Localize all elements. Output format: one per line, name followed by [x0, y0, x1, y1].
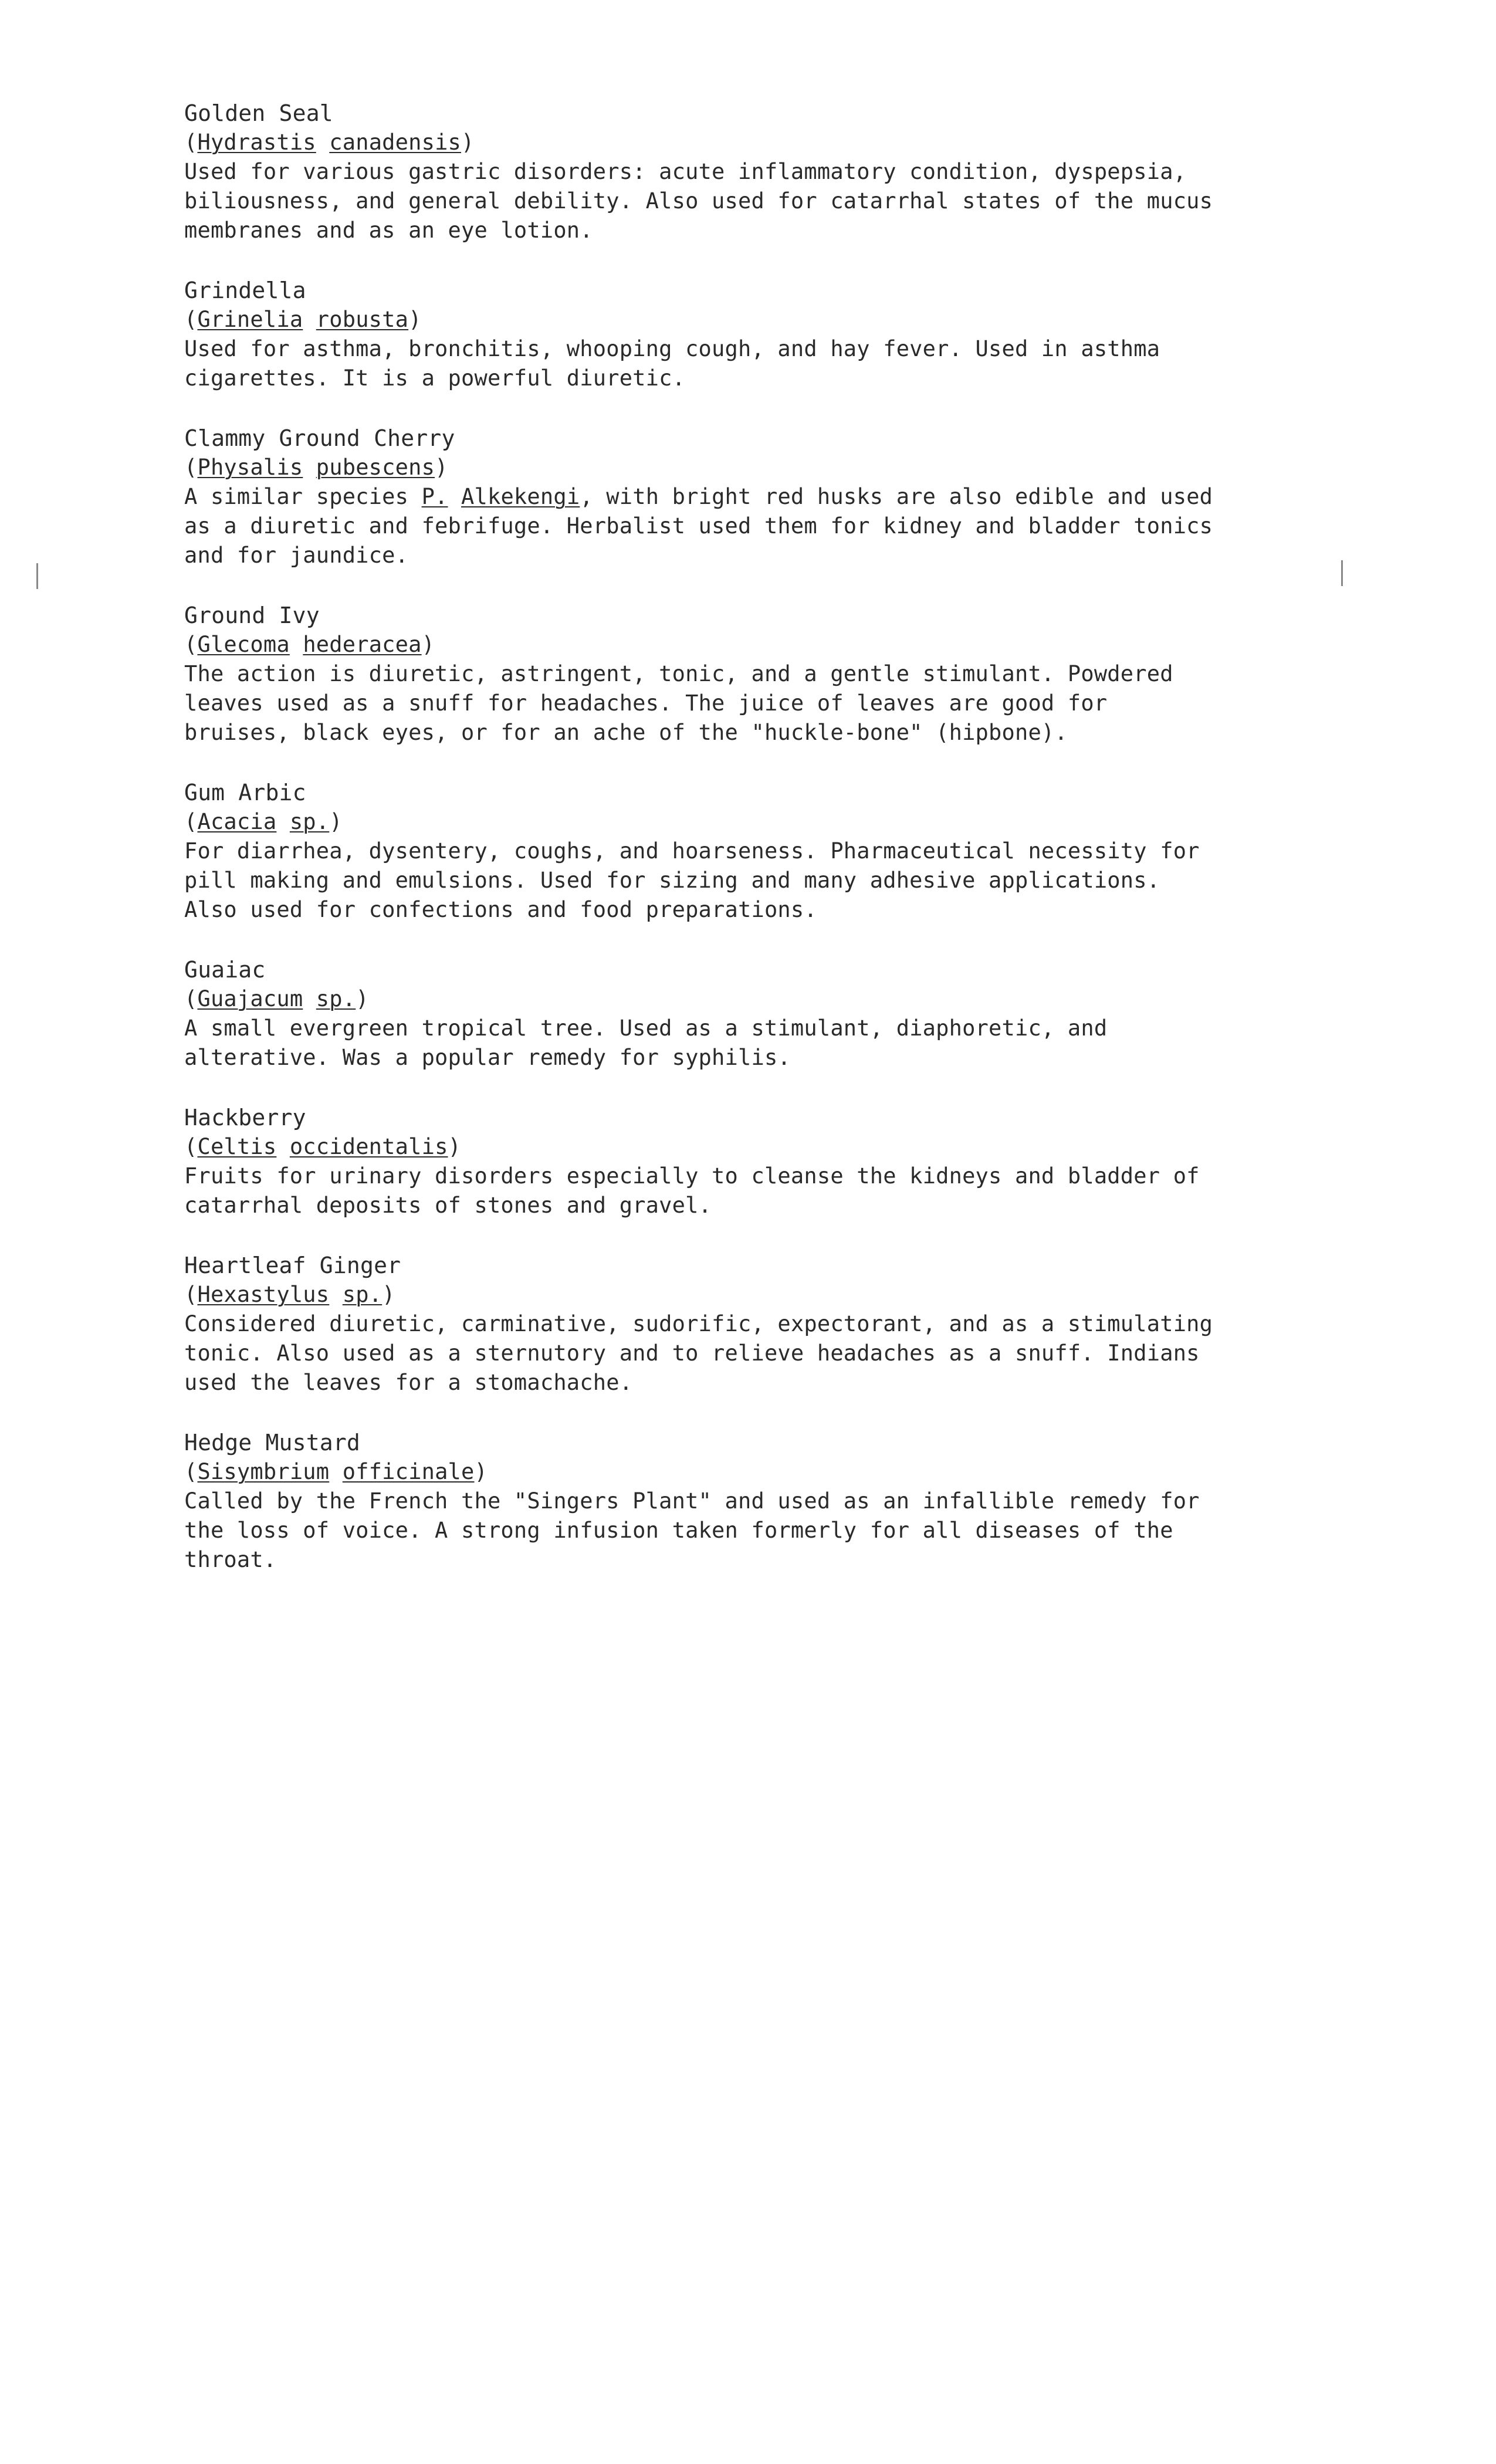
species: pubescens [316, 455, 435, 480]
scan-mark [36, 563, 38, 589]
scientific-name: (Glecoma hederacea) [184, 632, 435, 657]
herb-entry [184, 276, 1369, 393]
description-line: as a diuretic and febrifuge. Herbalist used them for kidney and bladder tonics [184, 513, 1213, 539]
genus: Acacia [197, 809, 277, 834]
herb-name: Grindella [184, 277, 306, 303]
herb-name: Gum Arbic [184, 780, 306, 805]
description-line: A similar species P. Alkekengi, with bright red husks are also edible and used [184, 484, 1213, 509]
herb-entry [184, 1251, 1369, 1397]
description-line: The action is diuretic, astringent, tonic, and a gentle stimulant. Powdered [184, 661, 1173, 686]
genus-abbrev: P. [421, 484, 448, 509]
description-line: membranes and as an eye lotion. [184, 218, 593, 243]
herb-name: Heartleaf Ginger [184, 1253, 401, 1278]
herb-entry [184, 1428, 1369, 1575]
herb-entry [184, 601, 1369, 747]
description-line: bruises, black eyes, or for an ache of the "huckle-bone" (hipbone). [184, 720, 1068, 745]
genus: Physalis [197, 455, 303, 480]
genus: Glecoma [197, 632, 290, 657]
herb-name: Clammy Ground Cherry [184, 425, 455, 451]
description-line: pill making and emulsions. Used for sizing and many adhesive applications. [184, 868, 1160, 893]
description-line: Used for asthma, bronchitis, whooping cough, and hay fever. Used in asthma [184, 336, 1160, 361]
description-line: Called by the French the "Singers Plant" and used as an infallible remedy for [184, 1488, 1200, 1514]
description-line: cigarettes. It is a powerful diuretic. [184, 365, 686, 391]
species: Alkekengi [461, 484, 580, 509]
herb-name: Golden Seal [184, 100, 333, 126]
herb-entry [184, 955, 1369, 1072]
herb-name: Hedge Mustard [184, 1430, 361, 1456]
genus: Celtis [197, 1134, 277, 1159]
scientific-name: (Physalis pubescens) [184, 455, 448, 480]
scientific-name: (Sisymbrium officinale) [184, 1459, 488, 1484]
description-line: catarrhal deposits of stones and gravel. [184, 1193, 712, 1218]
scientific-name: (Hydrastis canadensis) [184, 130, 475, 155]
description-line: A small evergreen tropical tree. Used as a stimulant, diaphoretic, and [184, 1016, 1108, 1041]
scientific-name: (Hexastylus sp.) [184, 1282, 395, 1307]
description-line: the loss of voice. A strong infusion taken formerly for all diseases of the [184, 1518, 1173, 1543]
herb-entry [184, 778, 1369, 925]
species: sp. [316, 986, 356, 1011]
species: sp. [289, 809, 330, 834]
herb-name: Ground Ivy [184, 603, 320, 628]
scientific-name: (Grinelia robusta) [184, 307, 422, 332]
species: sp. [342, 1282, 383, 1307]
species: officinale [342, 1459, 475, 1484]
herb-entry [184, 424, 1369, 570]
genus: Hexastylus [197, 1282, 330, 1307]
herb-name: Guaiac [184, 957, 266, 983]
species: hederacea [303, 632, 422, 657]
scientific-name: (Acacia sp.) [184, 809, 343, 834]
scientific-name: (Guajacum sp.) [184, 986, 369, 1011]
herb-entry [184, 99, 1369, 245]
description-line: biliousness, and general debility. Also used for catarrhal states of the mucus [184, 188, 1213, 214]
description-line: tonic. Also used as a sternutory and to relieve headaches as a snuff. Indians [184, 1341, 1200, 1366]
genus: Guajacum [197, 986, 303, 1011]
description-line: Fruits for urinary disorders especially to cleanse the kidneys and bladder of [184, 1163, 1200, 1189]
species: canadensis [329, 130, 462, 155]
description-line: leaves used as a snuff for headaches. The juice of leaves are good for [184, 691, 1108, 716]
description-line: Also used for confections and food preparations. [184, 897, 817, 922]
species: occidentalis [289, 1134, 448, 1159]
description-line: alterative. Was a popular remedy for syphilis. [184, 1045, 791, 1070]
genus: Sisymbrium [197, 1459, 330, 1484]
genus: Grinelia [197, 307, 303, 332]
description-line: Used for various gastric disorders: acute inflammatory condition, dyspepsia, [184, 159, 1187, 184]
genus: Hydrastis [197, 130, 316, 155]
scientific-name: (Celtis occidentalis) [184, 1134, 462, 1159]
herb-name: Hackberry [184, 1105, 306, 1131]
herb-entry [184, 1103, 1369, 1220]
description-line: throat. [184, 1547, 277, 1572]
description-line: Considered diuretic, carminative, sudorific, expectorant, and as a stimulating [184, 1311, 1213, 1336]
species: robusta [316, 307, 409, 332]
herb-entries [184, 99, 1369, 1605]
description-line: For diarrhea, dysentery, coughs, and hoarseness. Pharmaceutical necessity for [184, 838, 1200, 864]
description-line: and for jaundice. [184, 543, 409, 568]
description-line: used the leaves for a stomachache. [184, 1370, 633, 1395]
